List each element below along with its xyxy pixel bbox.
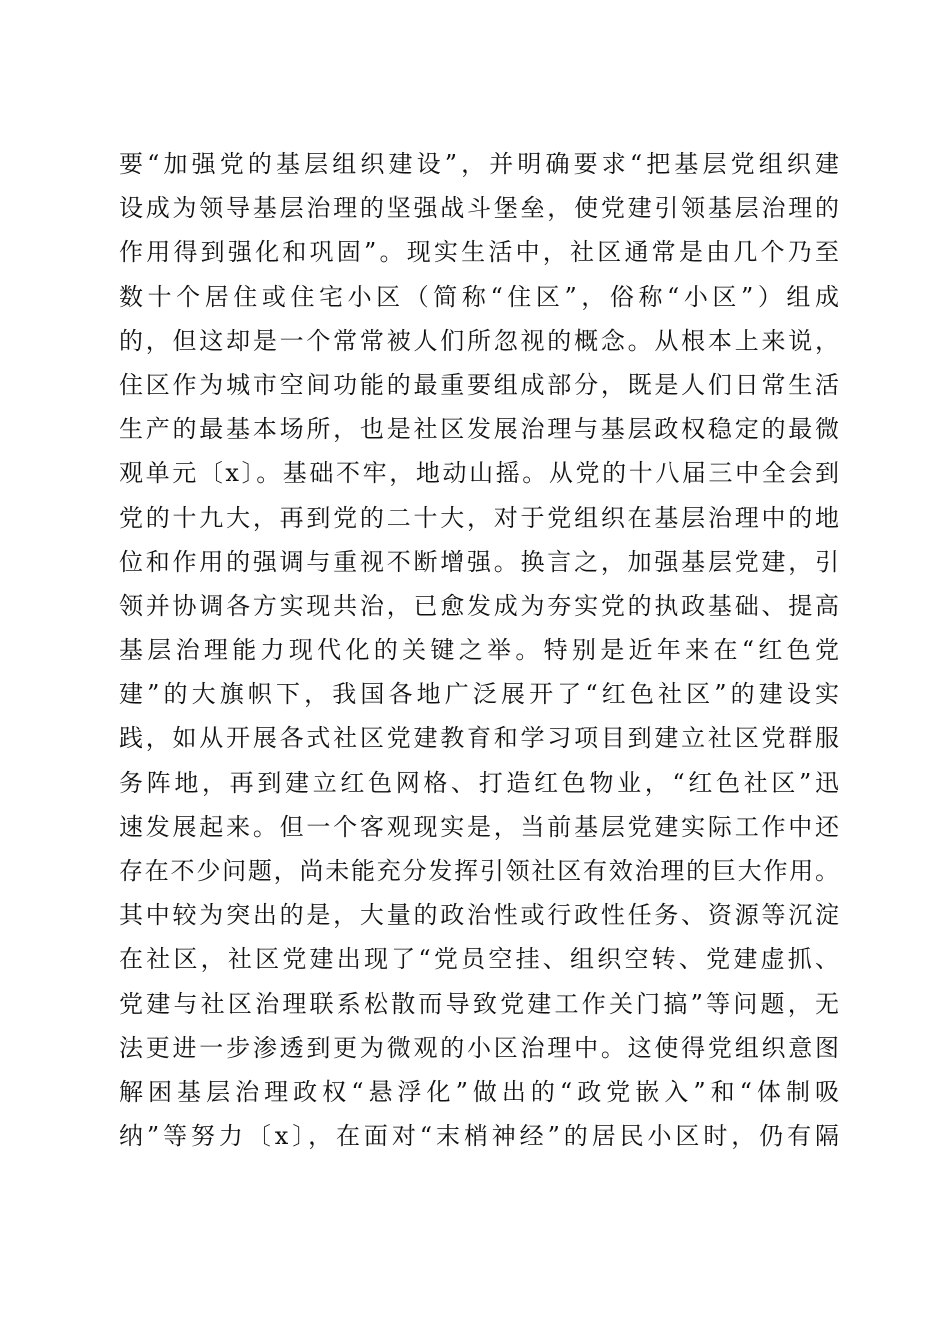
text-line: 解困基层治理政权“悬浮化”做出的“政党嵌入”和“体制吸 bbox=[119, 1077, 839, 1106]
text-line: 位和作用的强调与重视不断增强。换言之，加强基层党建，引 bbox=[119, 547, 839, 576]
text-line: 作用得到强化和巩固”。现实生活中，社区通常是由几个乃至 bbox=[119, 238, 839, 267]
text-line: 住区作为城市空间功能的最重要组成部分，既是人们日常生活 bbox=[119, 370, 839, 399]
text-line: 在社区，社区党建出现了“党员空挂、组织空转、党建虚抓、 bbox=[119, 945, 839, 974]
text-line: 的，但这却是一个常常被人们所忽视的概念。从根本上来说， bbox=[119, 326, 839, 355]
text-line: 速发展起来。但一个客观现实是，当前基层党建实际工作中还 bbox=[119, 812, 839, 841]
text-line: 生产的最基本场所，也是社区发展治理与基层政权稳定的最微 bbox=[119, 415, 839, 444]
text-line: 建”的大旗帜下，我国各地广泛展开了“红色社区”的建设实 bbox=[119, 680, 839, 709]
text-line: 纳”等努力〔x〕，在面对“末梢神经”的居民小区时，仍有隔 bbox=[119, 1122, 839, 1151]
text-line: 党的十九大，再到党的二十大，对于党组织在基层治理中的地 bbox=[119, 503, 839, 532]
text-line: 法更进一步渗透到更为微观的小区治理中。这使得党组织意图 bbox=[119, 1033, 839, 1062]
text-line: 其中较为突出的是，大量的政治性或行政性任务、资源等沉淀 bbox=[119, 901, 839, 930]
text-line: 存在不少问题，尚未能充分发挥引领社区有效治理的巨大作用。 bbox=[119, 857, 839, 885]
text-line: 观单元〔x〕。基础不牢，地动山摇。从党的十八届三中全会到 bbox=[119, 459, 839, 488]
body-paragraph bbox=[119, 142, 839, 1158]
text-line: 务阵地，再到建立红色网格、打造红色物业，“红色社区”迅 bbox=[119, 768, 839, 797]
text-line: 党建与社区治理联系松散而导致党建工作关门搞”等问题，无 bbox=[119, 989, 839, 1018]
text-line: 基层治理能力现代化的关键之举。特别是近年来在“红色党 bbox=[119, 636, 839, 665]
text-line: 要“加强党的基层组织建设”，并明确要求“把基层党组织建 bbox=[119, 150, 839, 178]
text-line: 设成为领导基层治理的坚强战斗堡垒，使党建引领基层治理的 bbox=[119, 194, 839, 223]
text-line: 数十个居住或住宅小区（简称“住区”，俗称“小区”）组成 bbox=[119, 282, 839, 311]
text-line: 领并协调各方实现共治，已愈发成为夯实党的执政基础、提高 bbox=[119, 591, 839, 620]
text-line: 践，如从开展各式社区党建教育和学习项目到建立社区党群服 bbox=[119, 724, 839, 753]
